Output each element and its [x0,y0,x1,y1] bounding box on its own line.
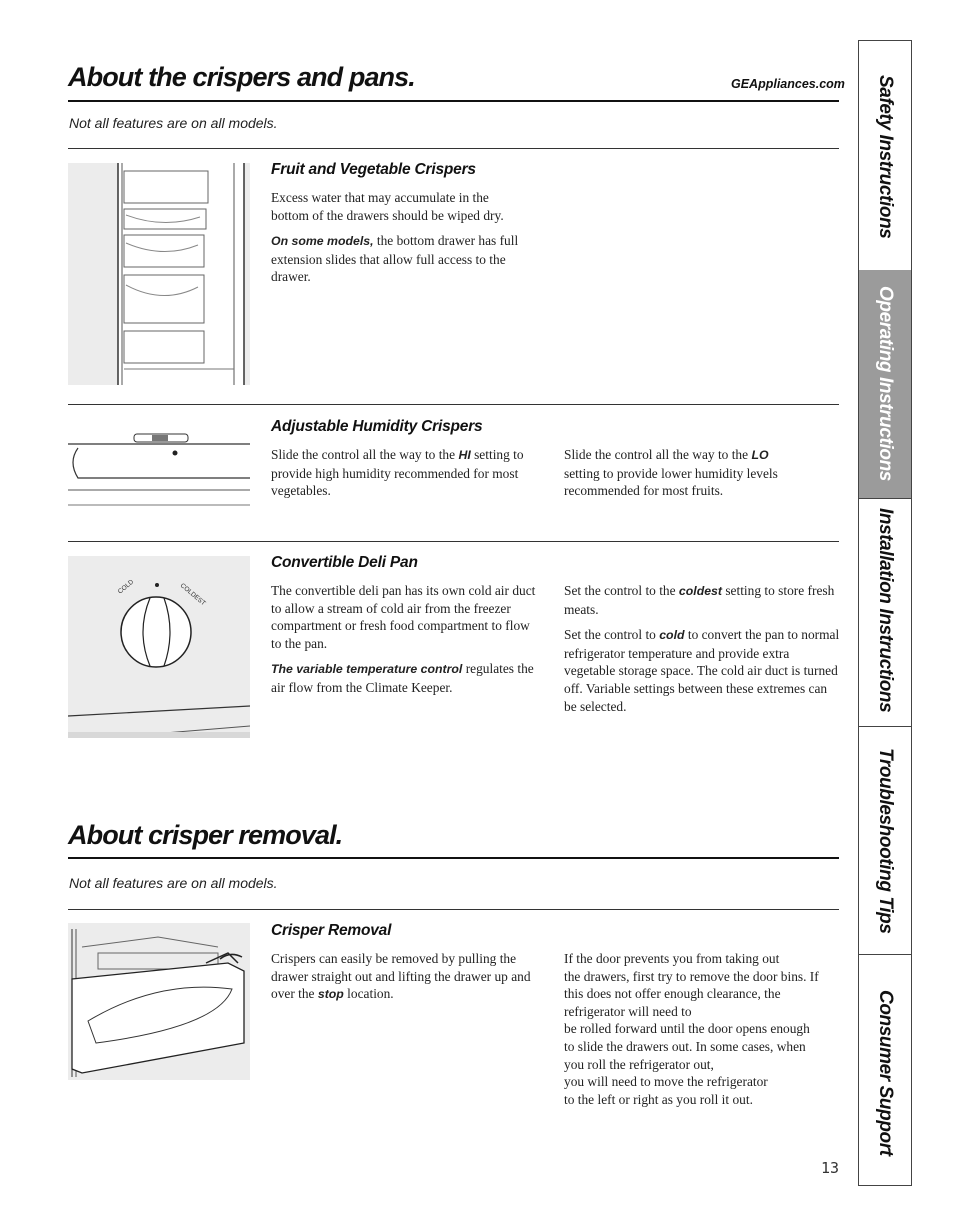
coldest-setting-label: coldest [678,584,722,598]
lo-setting-label: LO [751,448,769,462]
tab-label: Installation Instructions [875,508,896,713]
body-text: setting to provide high humidity recommended for most vegetables. [271,447,524,499]
deli-right-p1 [564,582,840,618]
tab-operating-instructions[interactable] [859,270,911,499]
removal-line: you will need to move the refrigerator [564,1074,768,1090]
deli-right-p2 [564,626,840,715]
body-text: the bottom drawer has full extension slides that allow full access to the drawer. [271,233,519,285]
models-note: Not all features are on all models. [69,875,278,891]
fruit-crispers-p2 [271,232,529,286]
dial-coldest-label: COLDEST [178,582,207,608]
deli-control-dial-drawing [68,556,250,738]
section-tabs [858,40,912,1186]
fruit-crispers-heading: Fruit and Vegetable Crispers [271,161,476,178]
page-number: 13 [821,1159,840,1177]
removal-line: you roll the refrigerator out, [564,1056,714,1072]
body-text: setting to provide lower humidity levels recommended for most fruits. [564,465,778,499]
tab-consumer-support[interactable] [859,954,911,1185]
tab-label: Troubleshooting Tips [875,748,896,934]
title-rule [68,100,839,102]
humidity-crispers-heading: Adjustable Humidity Crispers [271,418,483,435]
section-title-crispers: About the crispers and pans. [68,62,415,92]
removal-right-text [564,950,842,1108]
removal-left-text [271,950,539,1004]
tab-label: Operating Instructions [875,286,896,481]
crisper-removal-heading: Crisper Removal [271,922,392,939]
removal-line: be rolled forward until the door opens enough [564,1021,810,1037]
crisper-drawers-illustration [68,163,250,385]
emphasis-text: The variable temperature control [271,662,463,677]
body-text: Slide the control all the way to the [271,447,459,462]
section-divider [68,148,839,149]
removal-line: refrigerator will need to [564,1003,692,1019]
humidity-slider-illustration [68,420,250,510]
tab-installation-instructions[interactable] [859,498,911,727]
cold-setting-label: cold [659,628,685,643]
body-text: regulates the air flow from the Climate Keeper. [271,661,534,695]
deli-right-text [564,582,840,723]
body-text: Set the control to [564,627,660,643]
models-note: Not all features are on all models. [69,115,278,131]
body-text: location. [343,986,394,1002]
deli-pan-heading: Convertible Deli Pan [271,554,418,571]
section-divider [68,909,839,910]
dial-cold-label: COLD [116,578,136,596]
fridge-drawers-drawing [68,163,250,385]
tab-troubleshooting-tips[interactable] [859,726,911,955]
hi-setting-label: HI [458,448,471,462]
website-url: GEAppliances.com [731,77,845,91]
tab-label: Consumer Support [875,990,896,1156]
section-divider [68,404,839,405]
crisper-removal-illustration [68,923,250,1080]
body-text: setting to store fresh meats. [564,583,835,617]
removal-line: If the door prevents you from taking out [564,951,780,966]
tab-label: Safety Instructions [875,75,896,239]
body-text: Set the control to the [564,583,679,598]
tab-safety-instructions[interactable] [859,41,911,271]
body-text: Crispers can easily be removed by pulling the drawer straight out and lifting the drawer up and over the [271,951,531,1002]
fruit-crispers-p1: Excess water that may accumulate in the bottom of the drawers should be wiped dry. [271,190,504,223]
drawer-removal-drawing [68,923,250,1080]
section-divider [68,541,839,542]
body-text: Slide the control all the way to the [564,447,752,462]
deli-pan-illustration [68,556,250,738]
deli-left-p2 [271,660,543,696]
section-title-removal: About crisper removal. [68,820,343,850]
removal-line: to the left or right as you roll it out. [564,1091,753,1107]
removal-line: to slide the drawers out. In some cases, when [564,1038,806,1054]
fruit-crispers-body [271,189,529,294]
humidity-left-text [271,446,543,500]
title-rule [68,857,839,859]
humidity-right-text [564,446,800,500]
removal-line: the drawers, first try to remove the door bins. If [564,968,819,984]
body-text: to convert the pan to normal refrigerator temperature and provide extra vegetable storage space. The cold air duct is turned off. Variable settings between these extremes can be selected. [564,627,840,714]
deli-left-text [271,582,543,705]
humidity-control-drawing [68,420,250,510]
emphasis-text: On some models, [271,234,374,249]
removal-line: this does not offer enough clearance, the [564,986,781,1002]
stop-location-label: stop [317,987,344,1002]
deli-left-p1: The convertible deli pan has its own cold air duct to allow a stream of cold air from the freezer compartment or fresh food compartment to flow to the pan. [271,583,536,651]
